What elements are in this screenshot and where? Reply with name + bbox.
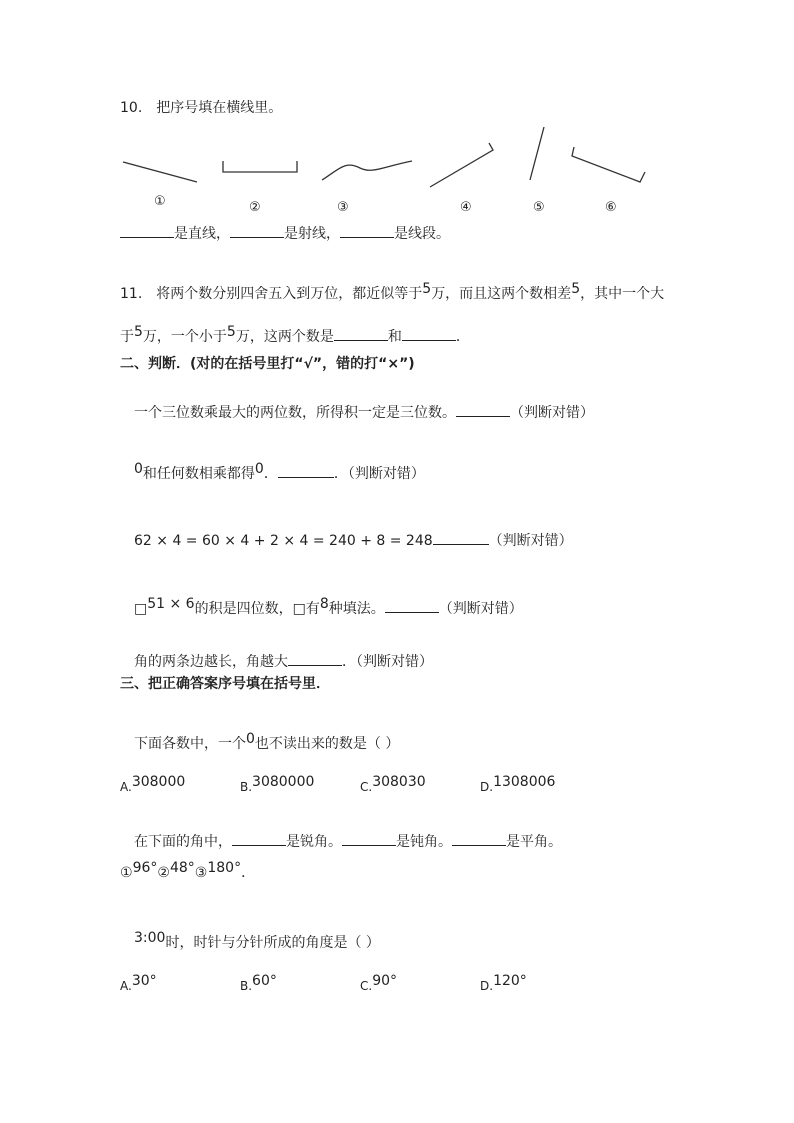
figure-5-line (530, 127, 544, 180)
text: ．（判断对错） (333, 466, 425, 482)
figure-6-ray (572, 147, 645, 182)
text: ． (455, 329, 470, 345)
equation: 62 × 4 = 60 × 4 + 2 × 4 = 240 + 8 = 248 (134, 533, 433, 549)
judge-5 (134, 651, 433, 671)
answer-blank[interactable] (230, 223, 284, 238)
answer-blank[interactable] (232, 831, 286, 846)
answer-blank[interactable] (278, 463, 334, 478)
number: 0 (134, 461, 143, 477)
text: ② (157, 865, 170, 881)
text: 于 (120, 329, 134, 345)
number: 48° (169, 860, 195, 876)
text: 和 (387, 329, 402, 345)
answer-blank[interactable] (340, 223, 394, 238)
number: 5 (571, 281, 581, 297)
option-value: 60° (252, 973, 277, 989)
number: 51 × 6 (147, 596, 195, 612)
answer-blank[interactable] (402, 326, 456, 341)
text: 角的两条边越长，角越大 (134, 654, 288, 670)
option-value: 3080000 (252, 774, 315, 790)
answer-blank[interactable] (288, 651, 342, 666)
text: □ (134, 601, 148, 617)
number: 96° (132, 860, 158, 876)
text: 在下面的角中， (134, 834, 232, 850)
choice-3-option-a[interactable] (120, 973, 157, 995)
answer-blank[interactable] (452, 831, 506, 846)
choice-1-option-c[interactable] (360, 774, 426, 796)
answer-text: 是直线， (174, 226, 230, 242)
text: （判断对错） (510, 405, 594, 421)
text: （判断对错） (488, 533, 573, 549)
option-value: 120° (493, 973, 527, 989)
choice-3-option-d[interactable] (480, 973, 527, 995)
figure-label-3: ③ (337, 200, 349, 215)
text: 也不读出来的数是（ ） (254, 736, 400, 752)
text: 下面各数中，一个 (134, 736, 246, 752)
text: 万，这两个数是 (235, 329, 334, 345)
text: 时，时针与分针所成的角度是（ ） (165, 935, 380, 951)
q11-line1 (120, 281, 665, 303)
option-letter: B. (240, 780, 253, 794)
figure-label-1: ① (154, 194, 166, 209)
text: ① (120, 865, 133, 881)
number: 5 (422, 281, 432, 297)
text: 是锐角。 (286, 834, 342, 850)
text: 的积是四位数，□有 (194, 601, 320, 617)
figure-label-6: ⑥ (605, 200, 617, 215)
option-value: 30° (131, 973, 157, 989)
number: 3:00 (134, 930, 166, 946)
option-letter: B. (240, 979, 253, 993)
option-value: 1308006 (493, 774, 556, 790)
option-letter: D. (480, 780, 494, 794)
text: （判断对错） (438, 601, 523, 617)
text: 万，而且这两个数相差 (431, 286, 572, 302)
judge-2 (134, 463, 425, 483)
option-value: 90° (372, 973, 398, 989)
choice-2-angles (120, 860, 256, 882)
answer-blank[interactable] (433, 530, 489, 545)
number: 5 (134, 324, 143, 340)
answer-blank[interactable] (456, 402, 510, 417)
option-letter: A. (120, 979, 132, 993)
answer-text: 是射线， (284, 226, 340, 242)
option-value: 308030 (372, 774, 426, 790)
figure-2-segment (223, 161, 297, 172)
q10-answer-line (120, 223, 450, 243)
answer-blank[interactable] (385, 598, 439, 613)
section3-heading: 三、把正确答案序号填在括号里． (120, 676, 330, 692)
section2-heading: 二、判断．(对的在括号里打“√”，错的打“×”) (120, 356, 415, 372)
choice-3-option-b[interactable] (240, 973, 277, 995)
option-letter: C. (360, 780, 373, 794)
choice-1-option-a[interactable] (120, 774, 186, 796)
answer-blank[interactable] (334, 326, 388, 341)
number: 5 (226, 324, 236, 340)
option-value: 308000 (131, 774, 186, 790)
option-letter: D. (480, 979, 494, 993)
text: 是钝角。 (396, 834, 452, 850)
choice-3-option-c[interactable] (360, 973, 398, 995)
choice-2 (134, 831, 562, 851)
figure-label-5: ⑤ (533, 200, 545, 215)
choice-1-option-d[interactable] (480, 774, 556, 796)
number: 8 (319, 596, 329, 612)
choice-1-option-b[interactable] (240, 774, 315, 796)
text: 是平角。 (506, 834, 562, 850)
text: 和任何数相乘都得 (142, 466, 255, 482)
option-letter: A. (120, 780, 132, 794)
number: 180° (207, 860, 242, 876)
text: 一个三位数乘最大的两位数，所得积一定是三位数。 (134, 405, 456, 421)
text: ． (263, 466, 278, 482)
q11-line2 (120, 326, 470, 346)
q10-title: 10. 把序号填在横线里。 (120, 100, 283, 116)
answer-blank[interactable] (120, 223, 174, 238)
number: 0 (254, 461, 264, 477)
figure-label-2: ② (249, 200, 261, 215)
figure-4-ray (430, 143, 493, 187)
choice-1 (134, 731, 400, 753)
figure-label-4: ④ (460, 200, 472, 215)
text: 11. 将两个数分别四舍五入到万位，都近似等于 (120, 286, 423, 302)
text: ③ (194, 865, 208, 881)
judge-3 (134, 530, 573, 550)
answer-text: 是线段。 (394, 226, 450, 242)
text: ． (241, 865, 256, 881)
text: ，其中一个大 (580, 286, 665, 302)
judge-1 (134, 402, 594, 422)
figure-3-curve (322, 161, 412, 180)
number: 0 (246, 731, 255, 747)
choice-3 (134, 930, 380, 952)
judge-4 (134, 598, 523, 618)
answer-blank[interactable] (342, 831, 396, 846)
figure-1-line (123, 162, 197, 182)
text: 万，一个小于 (142, 329, 227, 345)
option-letter: C. (360, 979, 373, 993)
text: 种填法。 (328, 601, 385, 617)
text: ．（判断对错） (342, 654, 433, 670)
